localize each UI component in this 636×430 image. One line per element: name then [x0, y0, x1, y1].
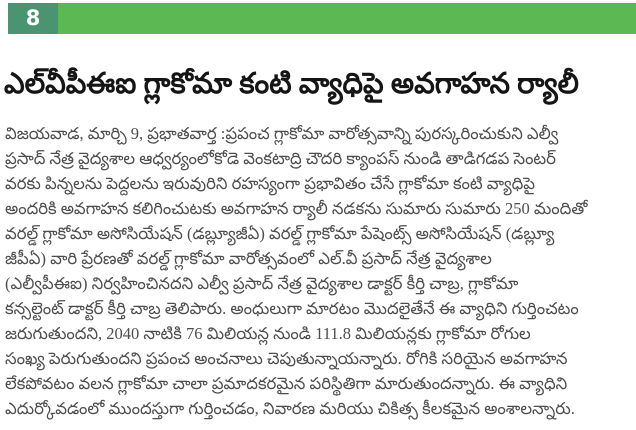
article-body — [5, 121, 633, 421]
body-line: ప్రసాద్ నేత్ర వైద్యశాల ఆధ్వర్యంలోకోడె వెంకటాద్రి చౌదరి క్యాంపస్ నుండి తాడిగడప సెంటర్ — [5, 149, 556, 168]
body-line: వరకు పిన్నలను పెద్దలను ఇరువురిని రహస్యంగా ప్రభావితం చేసే గ్లాకోమా కంటి వ్యాధిపై — [5, 174, 536, 193]
body-line: లేకపోవటం వలన గ్లాకోమా చాలా ప్రమాదకరమైన పరిస్థితిగా మారుతుందన్నారు. ఈ వ్యాధిని — [5, 374, 568, 393]
body-line: విజయవాడ, మార్చి 9, ప్రభాతవార్త :ప్రపంచ గ్లాకోమా వారోత్సవాన్ని పురస్కరించుకుని ఎల్వీ — [5, 124, 559, 143]
body-line: కన్సల్టెంట్ డాక్టర్ కీర్తి చాబ్ర తెలిపారు. అంధులుగా మారటం మొదలైతేనే ఈ వ్యాధిని గుర్తించటం — [5, 299, 579, 318]
article-headline: ఎల్‌వీపీఈఐ గ్లాకోమా కంటి వ్యాధిపై అవగాహన ర్యాలీ — [4, 68, 579, 100]
body-line: (ఎల్వీపీఈఐ) నిర్వహించినదని ఎల్వీ ప్రసాద్ నేత్ర వైద్యశాల డాక్టర్ కీర్తి చాబ్ర, గ్లాకోమా — [5, 274, 519, 293]
body-line: జరుగుతుందని, 2040 నాటికి 76 మిలియన్ల నుండి 111.8 మిలియన్లకు గ్లాకోమా రోగుల — [5, 324, 531, 343]
page-number: 8 — [25, 6, 41, 30]
body-line: సంఖ్య పెరుగుతుందని ప్రపంచ అంచనాలు చెపుతున్నాయన్నారు. రోగికి సరియైన అవగాహన — [5, 349, 568, 368]
body-line: వరల్డ్ గ్లాకోమా అసోసియేషన్ (డబ్ల్యూజీఏ) వరల్డ్ గ్లాకోమా పేషెంట్స్ అసోసియేషన్ (డబ్ల్యూ — [5, 224, 555, 243]
page-number-box — [8, 3, 58, 34]
header-bar — [8, 3, 636, 34]
body-line: ఎదుర్కోవడంలో ముందస్తుగా గుర్తించడం, నివారణ మరియు చికిత్స కీలకమైన అంశాలన్నారు. — [5, 399, 575, 418]
body-line: జీపీఏ) వారి ప్రేరణతో వరల్డ్ గ్లాకోమా వారోత్సవంలో ఎల్.వీ ప్రసాద్ నేత్ర వైద్యశాల — [5, 249, 492, 268]
body-line: అందరికి అవగాహన కలిగించుటకు అవగాహన ర్యాలీ నడకను సుమారు సుమారు 250 మందితో — [5, 199, 588, 218]
